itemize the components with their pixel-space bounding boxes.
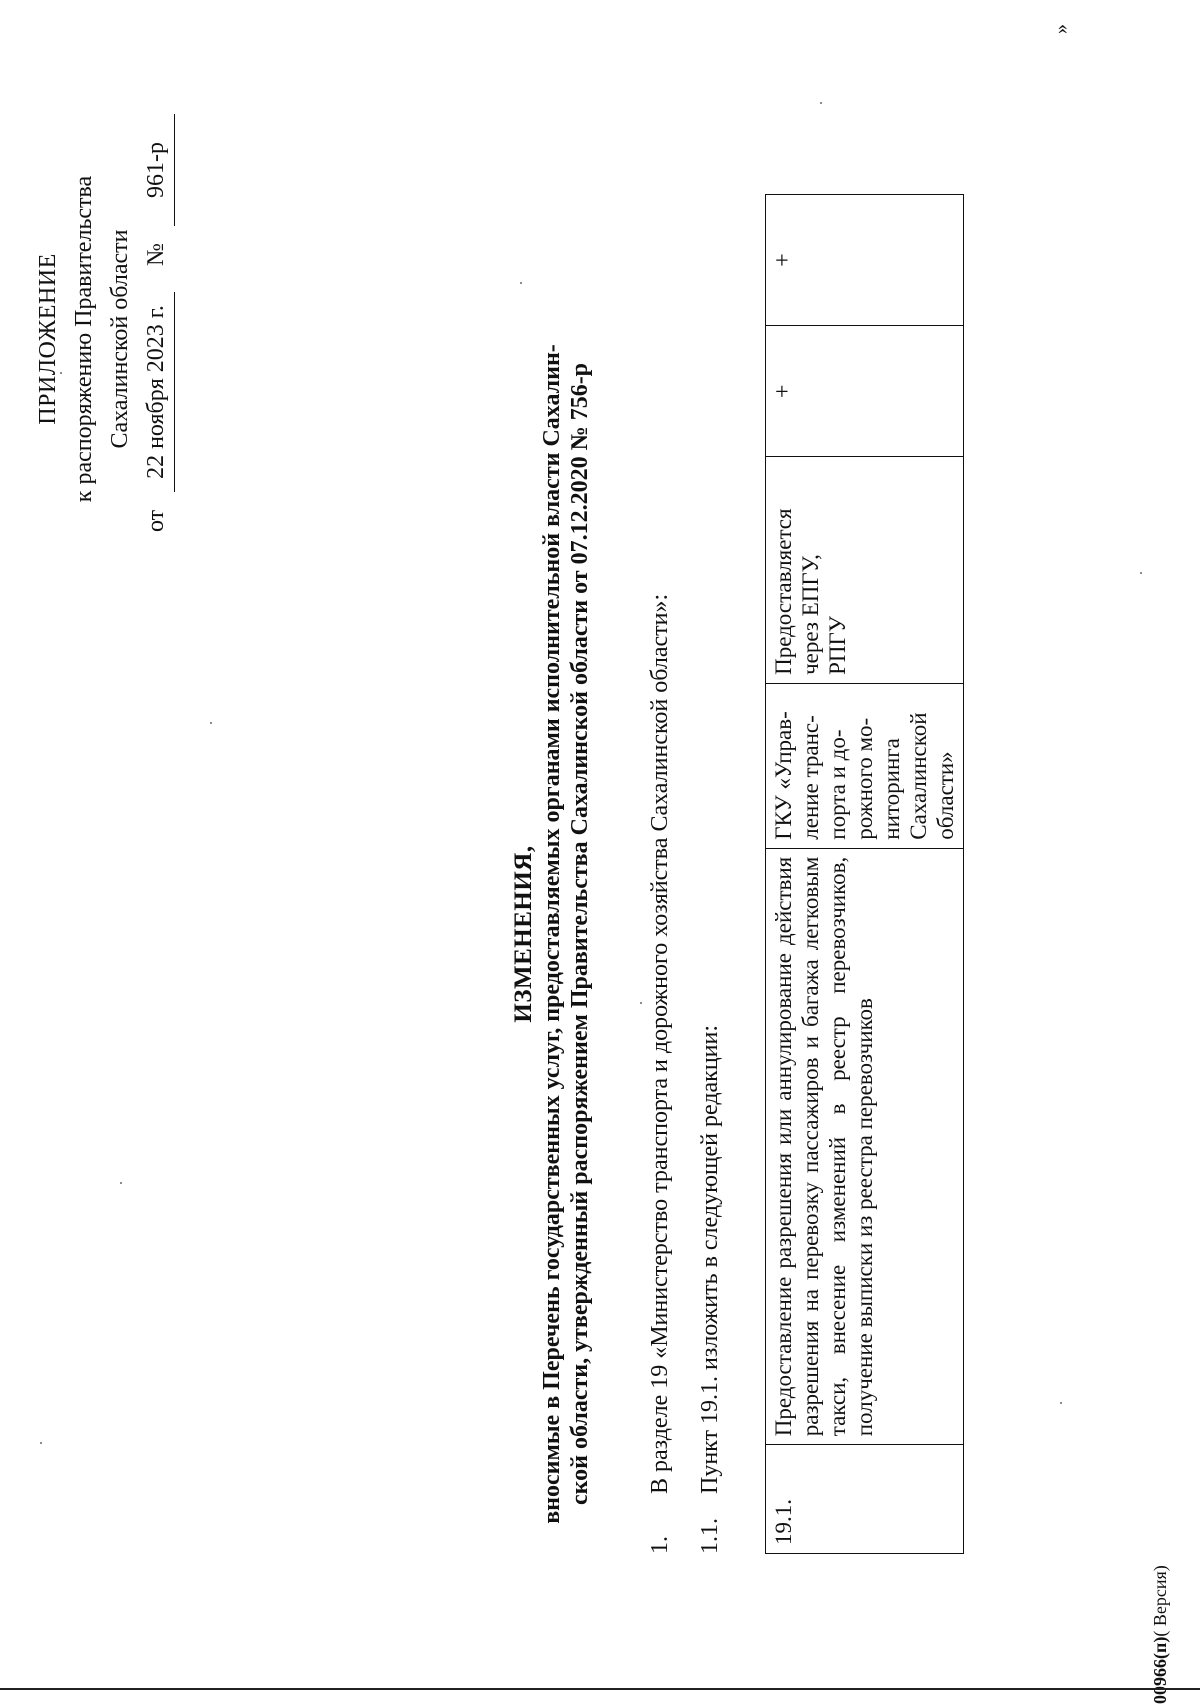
list-item-number: 1.	[647, 1536, 673, 1554]
order-from-label: от	[143, 509, 169, 532]
scan-speck	[120, 1182, 122, 1184]
scan-speck	[820, 102, 822, 104]
table-row	[766, 195, 964, 1554]
list-item-text: Пункт 19.1. изложить в следующей редакции:	[697, 1024, 723, 1494]
document-code	[1150, 1504, 1171, 1704]
org-line: ГКУ «Управ-	[771, 711, 796, 840]
services-table	[765, 194, 964, 1554]
order-line	[138, 114, 178, 564]
appendix-block	[30, 114, 178, 564]
scan-speck	[1140, 572, 1142, 574]
cell-organization	[766, 683, 964, 848]
method-line: Предоставляется	[771, 508, 796, 675]
list-item-number: 1.1.	[697, 1518, 723, 1554]
appendix-line-2: Сахалинской области	[107, 229, 133, 449]
scan-speck	[40, 1442, 42, 1444]
heading-subtitle-line-1: вносимые в Перечень государственных услуг, предоставляемых органами исполнительной власти Сахалин-	[539, 344, 565, 1524]
method-line: через ЕПГУ,	[798, 554, 823, 675]
org-line: рожного мо-	[852, 717, 877, 840]
order-date: 22 ноября 2023 г.	[138, 292, 175, 492]
method-line: РПГУ	[825, 615, 850, 675]
document-heading	[510, 254, 594, 1614]
document-code-version: ( Версия)	[1150, 1565, 1170, 1637]
cell-service-name: Предоставление разрешения или аннулирование действия разрешения на перевозку пассажиров и багажа легковым такси, внесение изменений в реестр перевозчиков, получение выписки из реестра перевозчиков	[766, 848, 964, 1445]
document-code-number: 00966(п)	[1150, 1636, 1170, 1704]
cell-mark-2: +	[766, 195, 964, 326]
scan-edge	[0, 1688, 1200, 1706]
org-line: ниторинга	[879, 738, 904, 840]
cell-provision-method	[766, 457, 964, 684]
list-item-text: В разделе 19 «Министерство транспорта и дорожного хозяйства Сахалинской области»:	[647, 593, 673, 1494]
cell-mark-1: +	[766, 326, 964, 457]
scan-speck	[640, 1002, 642, 1004]
heading-subtitle-line-2: ской области, утвержденный распоряжением Правительства Сахалинской области от 07.12.2020 № 756-р	[567, 362, 593, 1506]
list-item	[645, 554, 677, 1554]
list-item	[695, 554, 727, 1554]
org-line: области»	[933, 751, 958, 840]
closing-quote-mark: »	[1050, 24, 1072, 34]
order-number-label: №	[143, 243, 169, 266]
cell-number: 19.1.	[766, 1445, 964, 1554]
scan-speck	[210, 722, 212, 724]
scan-speck	[1060, 1402, 1062, 1404]
order-number: 961-р	[138, 114, 175, 226]
org-line: ление транс-	[798, 715, 823, 840]
heading-title: ИЗМЕНЕНИЯ,	[510, 845, 537, 1023]
org-line: Сахалинской	[906, 712, 931, 840]
appendix-line-1: к распоряжению Правительства	[71, 175, 97, 503]
appendix-title: ПРИЛОЖЕНИЕ	[35, 253, 61, 425]
org-line: порта и до-	[825, 729, 850, 840]
